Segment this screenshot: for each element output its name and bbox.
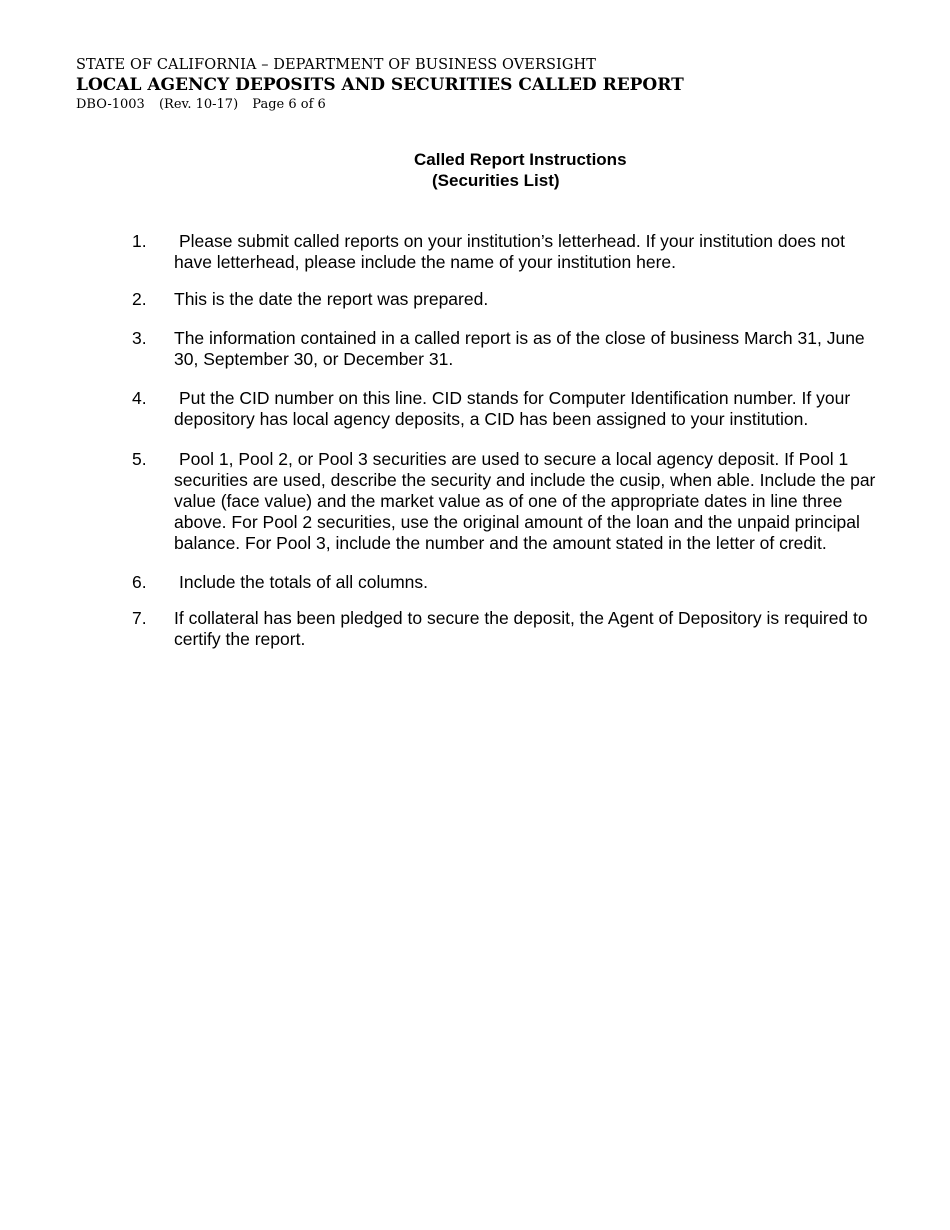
list-item: [132, 328, 892, 370]
report-title: LOCAL AGENCY DEPOSITS AND SECURITIES CALLED REPORT: [76, 75, 684, 95]
item-number: 5.: [132, 449, 147, 469]
list-item: [132, 388, 892, 430]
item-text: If collateral has been pledged to secure the deposit, the Agent of Depository is required to certify the report.: [174, 608, 868, 649]
agency-name: STATE OF CALIFORNIA – DEPARTMENT OF BUSINESS OVERSIGHT: [76, 57, 597, 73]
item-number: 2.: [132, 289, 147, 309]
item-number: 7.: [132, 608, 147, 628]
document-header: [76, 56, 684, 113]
item-text: This is the date the report was prepared.: [174, 289, 489, 309]
instructions-list: [132, 231, 892, 650]
list-item: [132, 289, 892, 310]
item-number: 1.: [132, 231, 147, 251]
form-info-line: [76, 96, 684, 113]
instructions-subheading: (Securities List): [432, 171, 560, 190]
item-number: 4.: [132, 388, 147, 408]
item-number: 3.: [132, 328, 147, 348]
list-item: [132, 608, 892, 650]
page-number: Page 6 of 6: [252, 97, 326, 112]
item-text: Pool 1, Pool 2, or Pool 3 securities are used to secure a local agency deposit. If Pool 1 securities are used, describe the security and include the cusip, when able. Include the par value (face value) and the market value as of one of the appropriate dates in line three above. For Pool 2 securities, use the original amount of the loan and the unpaid principal balance. For Pool 3, include the number and the amount stated in the letter of credit.: [174, 449, 876, 553]
list-item: [132, 449, 892, 554]
list-item: [132, 231, 892, 273]
item-text: Put the CID number on this line. CID stands for Computer Identification number. If your depository has local agency deposits, a CID has been assigned to your institution.: [174, 388, 851, 429]
item-text: Please submit called reports on your institution’s letterhead. If your institution does not have letterhead, please include the name of your institution here.: [174, 231, 846, 272]
form-revision: (Rev. 10-17): [158, 97, 239, 112]
list-item: [132, 572, 892, 593]
item-text: Include the totals of all columns.: [179, 572, 429, 592]
item-number: 6.: [132, 572, 147, 592]
form-number: DBO-1003: [76, 97, 145, 112]
item-text: The information contained in a called report is as of the close of business March 31, June 30, September 30, or December 31.: [174, 328, 865, 369]
instructions-heading: Called Report Instructions: [414, 150, 627, 169]
